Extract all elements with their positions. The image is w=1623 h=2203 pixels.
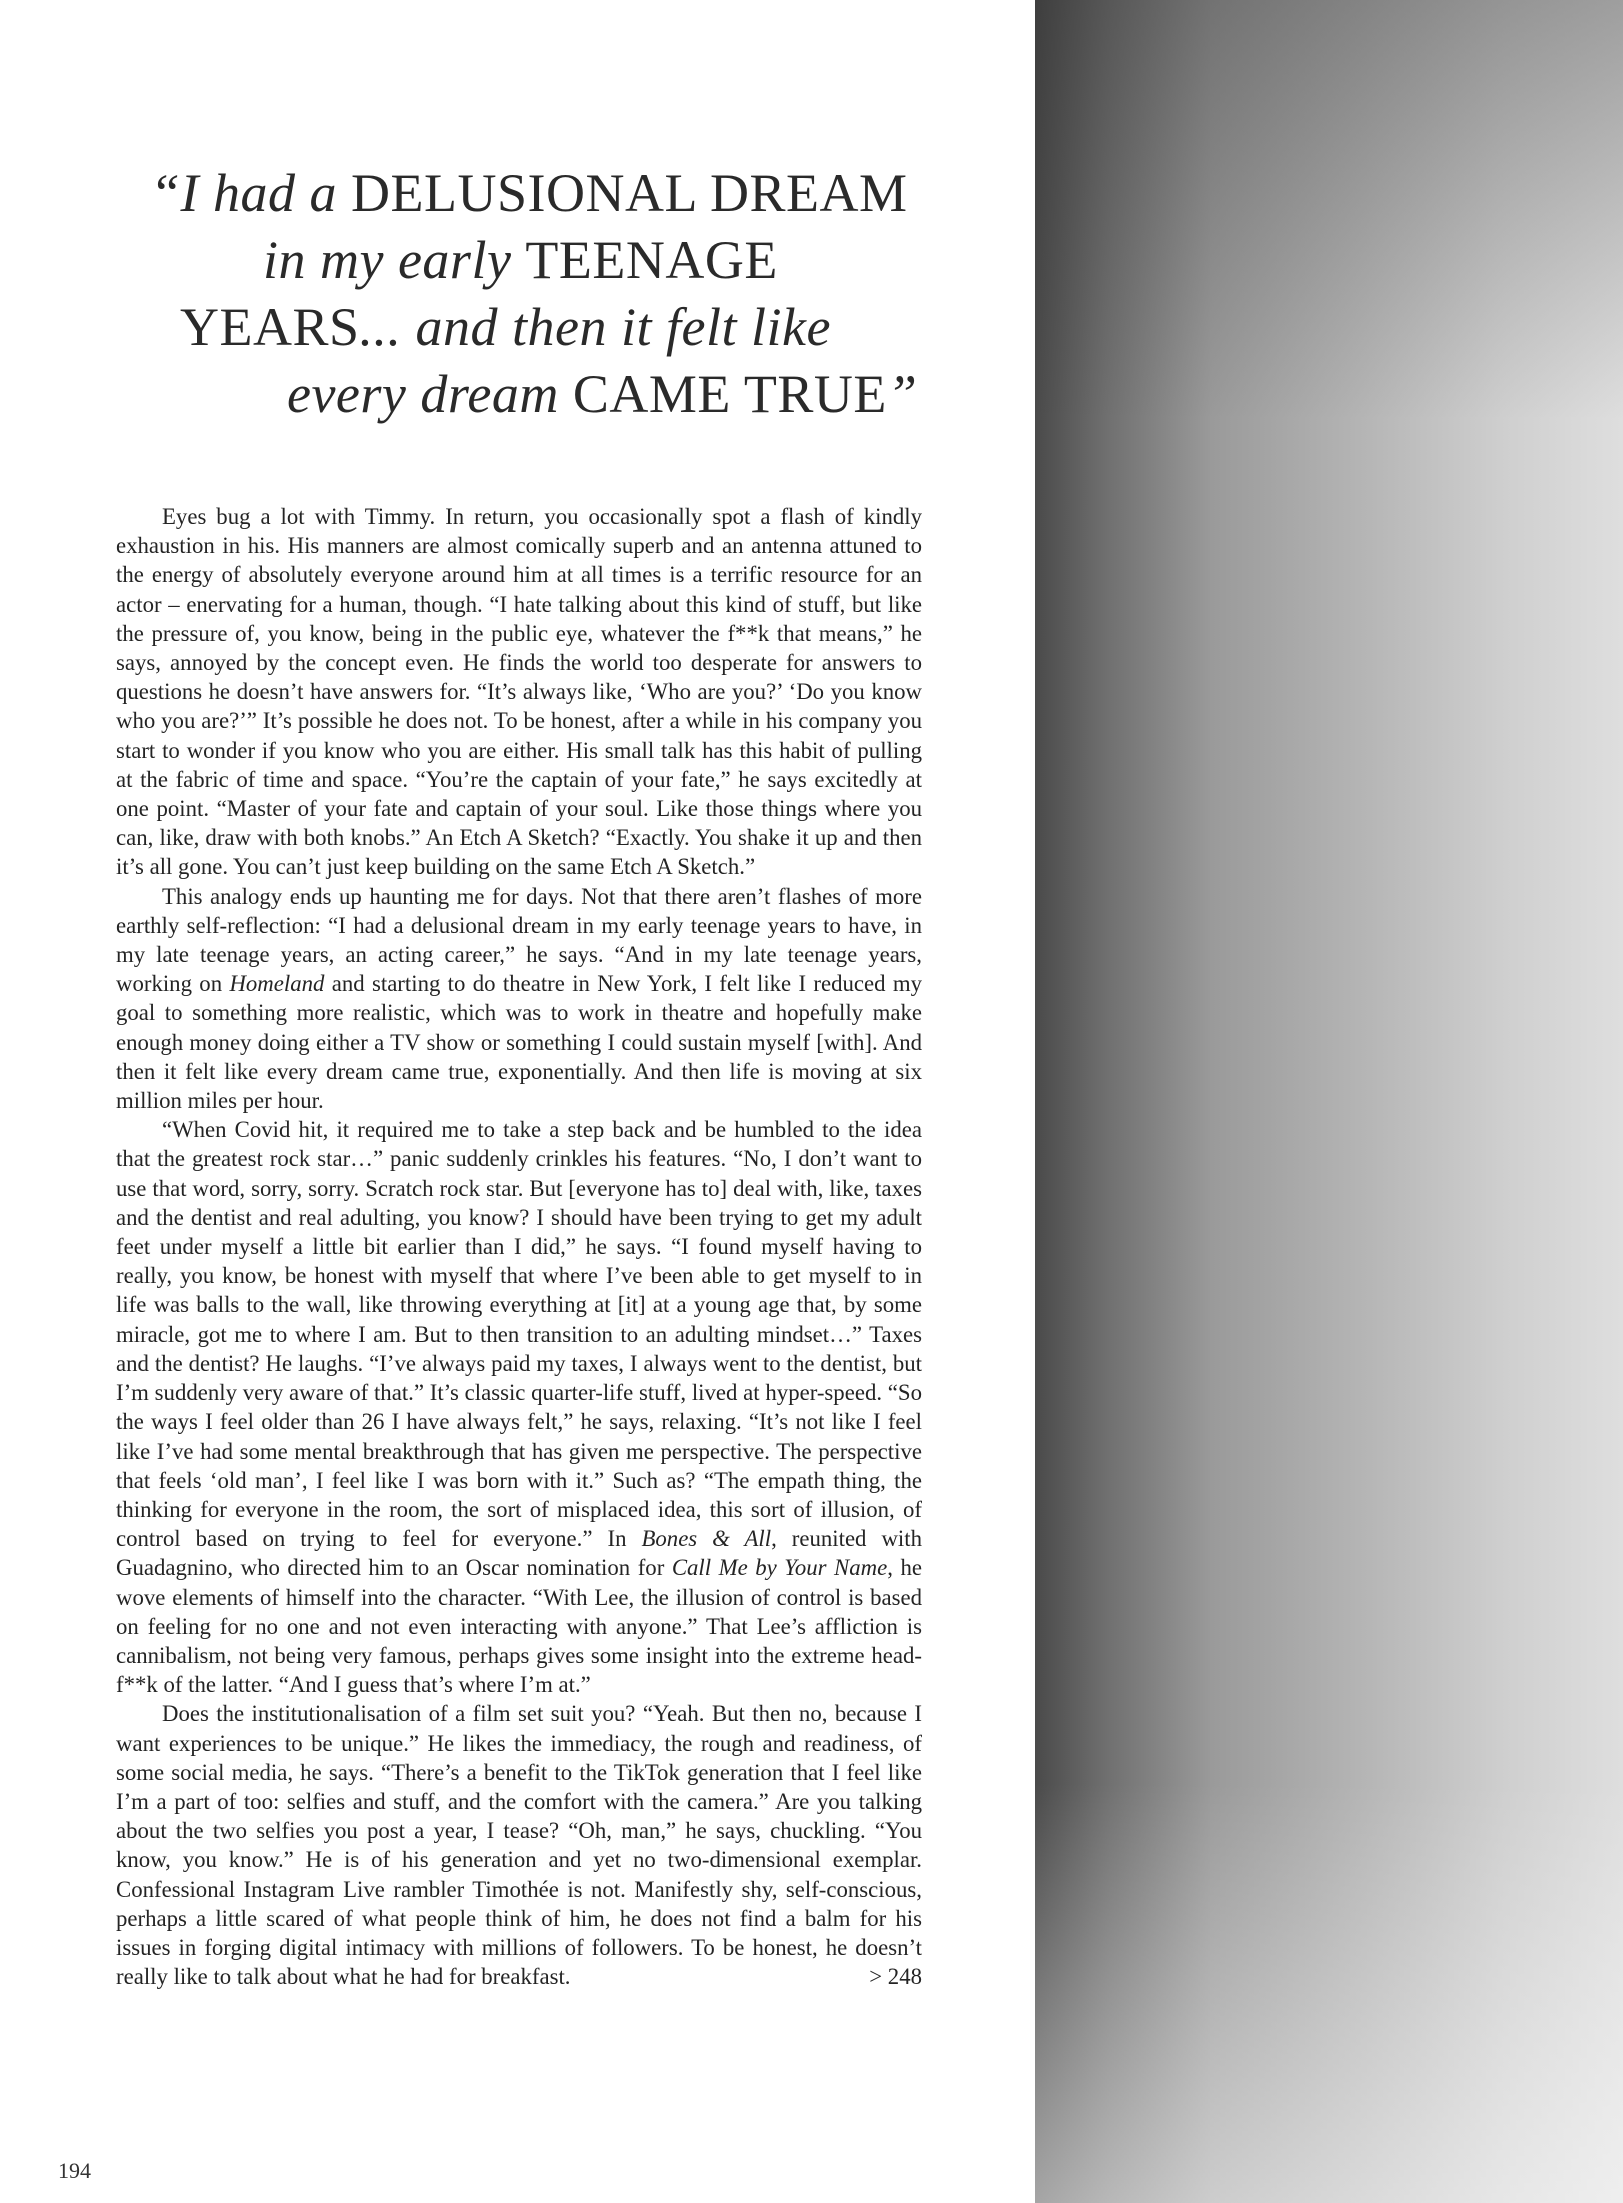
photo-shading-top xyxy=(1035,0,1623,420)
article-paragraph-2 xyxy=(116,882,922,1116)
photo-shading-bottom xyxy=(1035,1783,1623,2203)
paragraph-3-text-a: “When Covid hit, it required me to take a step back and be humbled to the idea that the greatest rock star…” panic suddenly crinkles his features. “No, I don’t want to use that word, sorry, sorry. Scratch rock star. But [everyone has to] deal with, like, taxes and the dentist and real adulting, you know? I should have been trying to get my adult feet under myself a little bit earlier than I did,” he says. “I found myself having to really, you know, be honest with myself that where I’ve been able to get myself to in life was balls to the wall, like throwing everything at [it] at a young age that, by some miracle, got me to where I am. But to then transition to an adulting mindset…” Taxes and the dentist? He laughs. “I’ve always paid my taxes, I always went to the dentist, but I’m suddenly very aware of that.” It’s classic quarter-life stuff, lived at hyper-speed. “So the ways I feel older than 26 I have always felt,” he says, relaxing. “It’s not like I feel like I’ve had some mental breakthrough that has given me perspective. The perspective that feels ‘old man’, I feel like I was born with it.” Such as? “The empath thing, the thinking for everyone in the room, the sort of misplaced idea, this sort of illusion, of control based on trying to feel for everyone.” In xyxy=(116,1117,922,1552)
pull-quote xyxy=(150,160,950,428)
pull-quote-caps-4: CAME TRUE xyxy=(572,364,887,424)
pull-quote-italic-3: ... and then it felt like xyxy=(359,297,831,357)
article-paragraph-4 xyxy=(116,1699,922,1991)
paragraph-2-text-a: This analogy ends up haunting me for days. Not that there aren’t flashes of more earthly self-reflection: “I had a delusional dream in my early teenage years to have, in my late teenage years, an acting career,” he says. “And in my late teenage years, working on xyxy=(116,883,922,997)
continued-on-page-marker: > 248 xyxy=(869,1964,922,1990)
title-bones-and-all: Bones & All xyxy=(641,1526,772,1552)
title-call-me-by-your-name: Call Me by Your Name xyxy=(671,1555,888,1581)
pull-quote-italic-1: I had a xyxy=(180,163,352,223)
pull-quote-line-1 xyxy=(150,160,950,227)
pull-quote-line-2 xyxy=(150,227,950,294)
paragraph-3-text-b: , reunited with Guadagnino, who directed him to an Oscar nomination for xyxy=(116,1526,922,1581)
open-quote-mark: “ xyxy=(150,163,181,223)
article-body xyxy=(116,502,922,1991)
paragraph-4-text: Does the institutionalisation of a film set suit you? “Yeah. But then no, because I want experiences to be unique.” He likes the immediacy, the rough and readiness, of some social media, he says. “There’s a benefit to the TikTok generation that I feel like I’m a part of too: selfies and stuff, and the comfort with the camera.” Are you talking about the two selfies you post a year, I tease? “Oh, man,” he says, chuckling. “You know, you know.” He is of his generation and yet no two-dimensional exemplar. Confessional Instagram Live rambler Timothée is not. Manifestly shy, self-conscious, perhaps a little scared of what people think of him, he does not find a balm for his issues in forging digital intimacy with millions of followers. To be honest, he doesn’t really like to talk about what he had for breakfast. xyxy=(116,1701,922,1990)
pull-quote-italic-4: every dream xyxy=(287,364,573,424)
pull-quote-line-3 xyxy=(150,294,950,361)
pull-quote-caps-2: TEENAGE xyxy=(525,230,778,290)
pull-quote-italic-2: in my early xyxy=(263,230,526,290)
paragraph-2-text-b: and starting to do theatre in New York, I felt like I reduced my goal to something more realistic, which was to work in theatre and hopefully make enough money doing either a TV show or something I could sustain myself [with]. And then it felt like every dream came true, exponentially. And then life is moving at six million miles per hour. xyxy=(116,971,922,1114)
pull-quote-caps-1: DELUSIONAL DREAM xyxy=(351,163,908,223)
page-number: 194 xyxy=(58,2158,91,2183)
portrait-photo xyxy=(1035,0,1623,2203)
title-homeland: Homeland xyxy=(229,971,325,997)
article-paragraph-1: Eyes bug a lot with Timmy. In return, you occasionally spot a flash of kindly exhaustion in his. His manners are almost comically superb and an antenna attuned to the energy of absolutely everyone around him at all times is a terrific resource for an actor – enervating for a human, though. “I hate talking about this kind of stuff, but like the pressure of, you know, being in the public eye, whatever the f**k that means,” he says, annoyed by the concept even. He finds the world too desperate for answers to questions he doesn’t have answers for. “It’s always like, ‘Who are you?’ ‘Do you know who you are?’” It’s possible he does not. To be honest, after a while in his company you start to wonder if you know who you are either. His small talk has this habit of pulling at the fabric of time and space. “You’re the captain of your fate,” he says excitedly at one point. “Master of your fate and captain of your soul. Like those things where you can, like, draw with both knobs.” An Etch A Sketch? “Exactly. You shake it up and then it’s all gone. You can’t just keep building on the same Etch A Sketch.” xyxy=(116,504,922,880)
pull-quote-line-4 xyxy=(150,361,950,428)
article-paragraph-3 xyxy=(116,1115,922,1699)
close-quote-mark: ” xyxy=(886,364,918,424)
paragraph-3-text-c: , he wove elements of himself into the character. “With Lee, the illusion of control is based on feeling for no one and not even interacting with anyone.” That Lee’s affliction is cannibalism, not being very famous, perhaps gives some insight into the extreme head-f**k of the latter. “And I guess that’s where I’m at.” xyxy=(116,1555,922,1698)
pull-quote-caps-3: YEARS xyxy=(180,297,360,357)
